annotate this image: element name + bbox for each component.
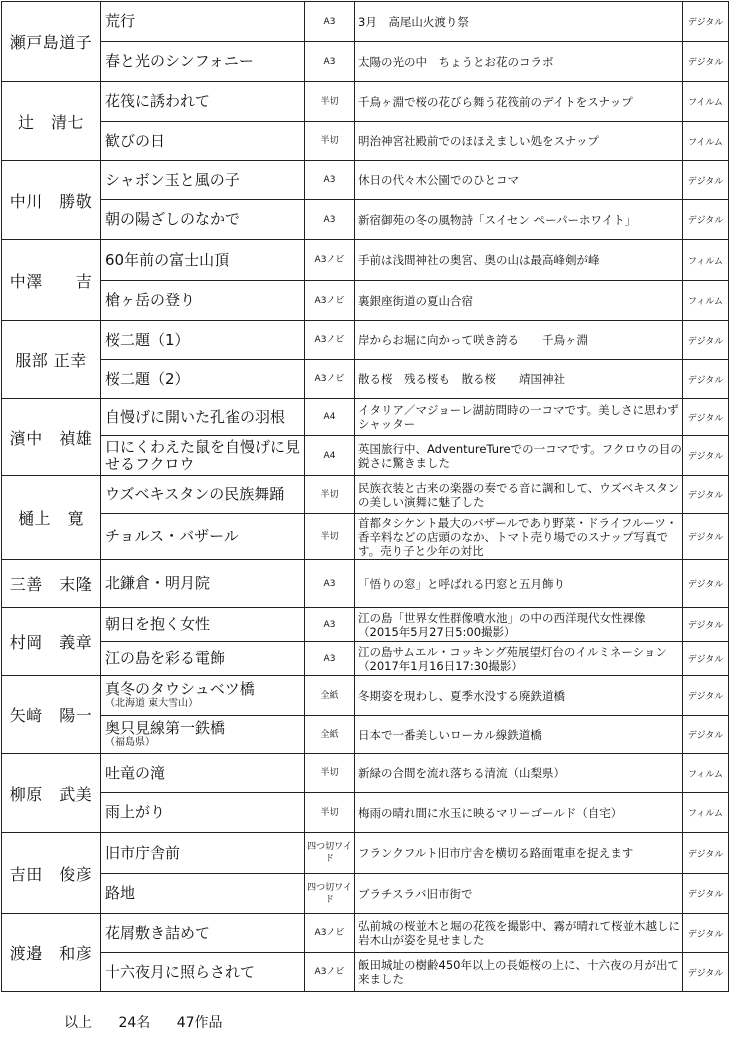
- work-title: [101, 161, 305, 200]
- print-size: A3: [305, 642, 355, 676]
- work-title: [101, 476, 305, 514]
- work-title-text: 路地: [105, 884, 136, 902]
- author-name: 柳原 武美: [2, 754, 101, 833]
- print-size: A3: [305, 42, 355, 82]
- author-name: 樋上 寛: [2, 476, 101, 560]
- work-description: 英国旅行中、AdventureTureでの一コマです。フクロウの目の鋭さに驚きました: [355, 436, 683, 476]
- work-description: 新宿御苑の冬の風物詩「スイセン ペーパーホワイト」: [355, 200, 683, 240]
- print-size: A3: [305, 161, 355, 200]
- author-name: 服部 正幸: [2, 321, 101, 399]
- table-row: [2, 608, 729, 642]
- work-description: フランクフルト旧市庁舎を横切る路面電車を捉えます: [355, 833, 683, 874]
- author-name: 辻 清七: [2, 82, 101, 161]
- print-size: 半切: [305, 793, 355, 833]
- work-title-text: シャボン玉と風の子: [105, 170, 240, 189]
- work-title: [101, 608, 305, 642]
- work-description: 江の島サムエル・コッキング苑展望灯台のイルミネーション （2017年1月16日17:30撮影）: [355, 642, 683, 676]
- work-description: 手前は浅間神社の奥宮、奥の山は最高峰剣が峰: [355, 240, 683, 281]
- print-size: 全紙: [305, 676, 355, 716]
- work-description: 3月 高尾山火渡り祭: [355, 2, 683, 42]
- work-title-text: ウズベキスタンの民族舞踊: [105, 485, 285, 503]
- print-size: A3: [305, 2, 355, 42]
- work-title-text: 桜二題（1）: [105, 330, 190, 349]
- medium-type: フィルム: [683, 793, 729, 833]
- table-row: [2, 2, 729, 42]
- print-size: 半切: [305, 514, 355, 560]
- medium-type: デジタル: [683, 874, 729, 914]
- work-title: [101, 642, 305, 676]
- medium-type: デジタル: [683, 360, 729, 399]
- work-title-text: 朝の陽ざしのなかで: [105, 210, 241, 228]
- work-description: 散る桜 残る桜も 散る桜 靖国神社: [355, 360, 683, 399]
- work-description: 江の島「世界女性群像噴水池」の中の西洋現代女性裸像 （2015年5月27日5:00撮影）: [355, 608, 683, 642]
- work-title-text: 花筏に誘われて: [105, 92, 211, 110]
- medium-type: デジタル: [683, 953, 729, 992]
- medium-type: デジタル: [683, 560, 729, 608]
- table-row: [2, 360, 729, 399]
- print-size: 四つ切ワイド: [305, 874, 355, 914]
- work-description: 日本で一番美しいローカル線鉄道橋: [355, 716, 683, 754]
- medium-type: フィルム: [683, 754, 729, 793]
- medium-type: フィルム: [683, 281, 729, 321]
- work-description: 千鳥ヶ淵で桜の花びら舞う花筏前のデイトをスナップ: [355, 82, 683, 122]
- medium-type: デジタル: [683, 642, 729, 676]
- print-size: 四つ切ワイド: [305, 833, 355, 874]
- author-name: 吉田 俊彦: [2, 833, 101, 914]
- print-size: A3: [305, 608, 355, 642]
- work-title-text: 奥只見線第一鉄橋: [105, 719, 226, 737]
- work-title: [101, 200, 305, 240]
- print-size: A3ノビ: [305, 360, 355, 399]
- work-title: [101, 874, 305, 914]
- work-title: [101, 793, 305, 833]
- footer-people-count: 24名: [118, 1015, 151, 1031]
- work-title-text: 吐竜の滝: [105, 763, 166, 782]
- work-description: 冬期姿を現わし、夏季水没する廃鉄道橋: [355, 676, 683, 716]
- table-row: [2, 953, 729, 992]
- medium-type: フィルム: [683, 240, 729, 281]
- print-size: 全紙: [305, 716, 355, 754]
- work-title-text: 雨上がり: [105, 803, 166, 821]
- exhibition-table-body: [2, 2, 729, 992]
- print-size: 半切: [305, 754, 355, 793]
- table-row: [2, 436, 729, 476]
- work-title: [101, 360, 305, 399]
- print-size: A3ノビ: [305, 953, 355, 992]
- medium-type: デジタル: [683, 833, 729, 874]
- work-description: 飯田城址の樹齢450年以上の長姫桜の上に、十六夜の月が出て来ました: [355, 953, 683, 992]
- print-size: 半切: [305, 82, 355, 122]
- medium-type: デジタル: [683, 476, 729, 514]
- table-row: [2, 321, 729, 360]
- work-description: 裏銀座街道の夏山合宿: [355, 281, 683, 321]
- work-title-text: 60年前の富士山頂: [105, 250, 230, 269]
- work-title: [101, 914, 305, 953]
- author-name: 村岡 義章: [2, 608, 101, 676]
- work-title-text: 口にくわえた鼠を自慢げに見せるフクロウ: [105, 437, 301, 473]
- work-title-text: 朝日を抱く女性: [105, 615, 211, 633]
- author-name: 中川 勝敬: [2, 161, 101, 240]
- print-size: A3ノビ: [305, 321, 355, 360]
- work-title-text: 江の島を彩る電飾: [105, 649, 226, 667]
- work-description: イタリア／マジョーレ湖訪問時の一コマです。美しさに思わずシャッター: [355, 399, 683, 436]
- table-row: [2, 833, 729, 874]
- work-title-text: 自慢げに開いた孔雀の羽根: [105, 407, 286, 426]
- work-title: [101, 321, 305, 360]
- print-size: A4: [305, 436, 355, 476]
- table-row: [2, 161, 729, 200]
- medium-type: デジタル: [683, 42, 729, 82]
- medium-type: フイルム: [683, 82, 729, 122]
- footer-works-count: 47作品: [176, 1015, 223, 1031]
- work-title: [101, 399, 305, 436]
- work-description: 新緑の合間を流れ落ちる清流（山梨県）: [355, 754, 683, 793]
- table-row: [2, 399, 729, 436]
- medium-type: デジタル: [683, 914, 729, 953]
- work-description: 梅雨の晴れ間に水玉に映るマリーゴールド（自宅）: [355, 793, 683, 833]
- author-name: 三善 末隆: [2, 560, 101, 608]
- work-description: ブラチスラバ旧市街で: [355, 874, 683, 914]
- work-title: [101, 281, 305, 321]
- table-row: [2, 82, 729, 122]
- table-row: [2, 560, 729, 608]
- work-description: 首都タシケント最大のバザールであり野菜・ドライフルーツ・香辛料などの店頭のなか、トマト売り場でのスナップ写真です。売り子と少年の対比: [355, 514, 683, 560]
- work-title-text: 桜二題（2）: [105, 369, 190, 388]
- work-description: 休日の代々木公園でのひとコマ: [355, 161, 683, 200]
- work-description: 太陽の光の中 ちょうとお花のコラボ: [355, 42, 683, 82]
- medium-type: デジタル: [683, 514, 729, 560]
- work-subtitle: （福島県）: [105, 737, 155, 748]
- medium-type: デジタル: [683, 716, 729, 754]
- work-title: [101, 122, 305, 161]
- medium-type: フイルム: [683, 122, 729, 161]
- work-title-text: 旧市庁舎前: [105, 843, 181, 862]
- table-row: [2, 476, 729, 514]
- print-size: A3ノビ: [305, 281, 355, 321]
- print-size: A3ノビ: [305, 240, 355, 281]
- table-row: [2, 42, 729, 82]
- table-row: [2, 200, 729, 240]
- table-row: [2, 122, 729, 161]
- print-size: 半切: [305, 122, 355, 161]
- work-title: [101, 953, 305, 992]
- author-name: 濱中 禎雄: [2, 399, 101, 476]
- work-title: [101, 716, 305, 754]
- work-title: [101, 82, 305, 122]
- table-row: [2, 281, 729, 321]
- print-size: 半切: [305, 476, 355, 514]
- medium-type: デジタル: [683, 608, 729, 642]
- author-name: 中澤 吉: [2, 240, 101, 321]
- medium-type: デジタル: [683, 676, 729, 716]
- print-size: A4: [305, 399, 355, 436]
- medium-type: デジタル: [683, 436, 729, 476]
- print-size: A3: [305, 200, 355, 240]
- work-title-text: チョルス・バザール: [105, 527, 239, 545]
- work-description: 民族衣装と古来の楽器の奏でる音に調和して、ウズベキスタンの美しい演舞に魅了した: [355, 476, 683, 514]
- work-title-text: 十六夜月に照らされて: [105, 962, 256, 981]
- footer-end: 以上: [64, 1015, 92, 1031]
- work-title-text: 槍ヶ岳の登り: [105, 291, 196, 309]
- work-title-text: 真冬のタウシュベツ橋: [105, 680, 255, 698]
- work-title-text: 花屑敷き詰めて: [105, 923, 211, 942]
- exhibition-table: [1, 1, 729, 992]
- work-title: [101, 560, 305, 608]
- table-row: [2, 914, 729, 953]
- work-title-text: 荒行: [105, 12, 136, 30]
- work-description: 弘前城の桜並木と堀の花筏を撮影中、霧が晴れて桜並木越しに岩木山が姿を見せました: [355, 914, 683, 953]
- footer: [64, 1012, 245, 1032]
- work-title: [101, 754, 305, 793]
- medium-type: デジタル: [683, 2, 729, 42]
- work-description: 明治神宮社殿前でのほほえましい処をスナップ: [355, 122, 683, 161]
- table-row: [2, 514, 729, 560]
- table-row: [2, 676, 729, 716]
- work-title-text: 北鎌倉・明月院: [105, 574, 211, 592]
- work-title-text: 春と光のシンフォニー: [105, 52, 254, 70]
- work-title: [101, 240, 305, 281]
- work-description: 「悟りの窓」と呼ばれる円窓と五月飾り: [355, 560, 683, 608]
- table-row: [2, 716, 729, 754]
- work-title-text: 歓びの日: [105, 131, 166, 150]
- author-name: 矢﨑 陽一: [2, 676, 101, 754]
- table-row: [2, 642, 729, 676]
- medium-type: デジタル: [683, 321, 729, 360]
- table-row: [2, 793, 729, 833]
- work-title: [101, 2, 305, 42]
- work-subtitle: （北海道 東大雪山）: [105, 698, 199, 709]
- work-title: [101, 436, 305, 476]
- work-title: [101, 514, 305, 560]
- medium-type: デジタル: [683, 200, 729, 240]
- author-name: 瀬戸島道子: [2, 2, 101, 82]
- work-title: [101, 833, 305, 874]
- work-title: [101, 42, 305, 82]
- medium-type: デジタル: [683, 161, 729, 200]
- print-size: A3ノビ: [305, 914, 355, 953]
- print-size: A3: [305, 560, 355, 608]
- author-name: 渡邉 和彦: [2, 914, 101, 992]
- work-title: [101, 676, 305, 716]
- table-row: [2, 754, 729, 793]
- medium-type: デジタル: [683, 399, 729, 436]
- table-row: [2, 240, 729, 281]
- table-row: [2, 874, 729, 914]
- work-description: 岸からお堀に向かって咲き誇る 千鳥ヶ淵: [355, 321, 683, 360]
